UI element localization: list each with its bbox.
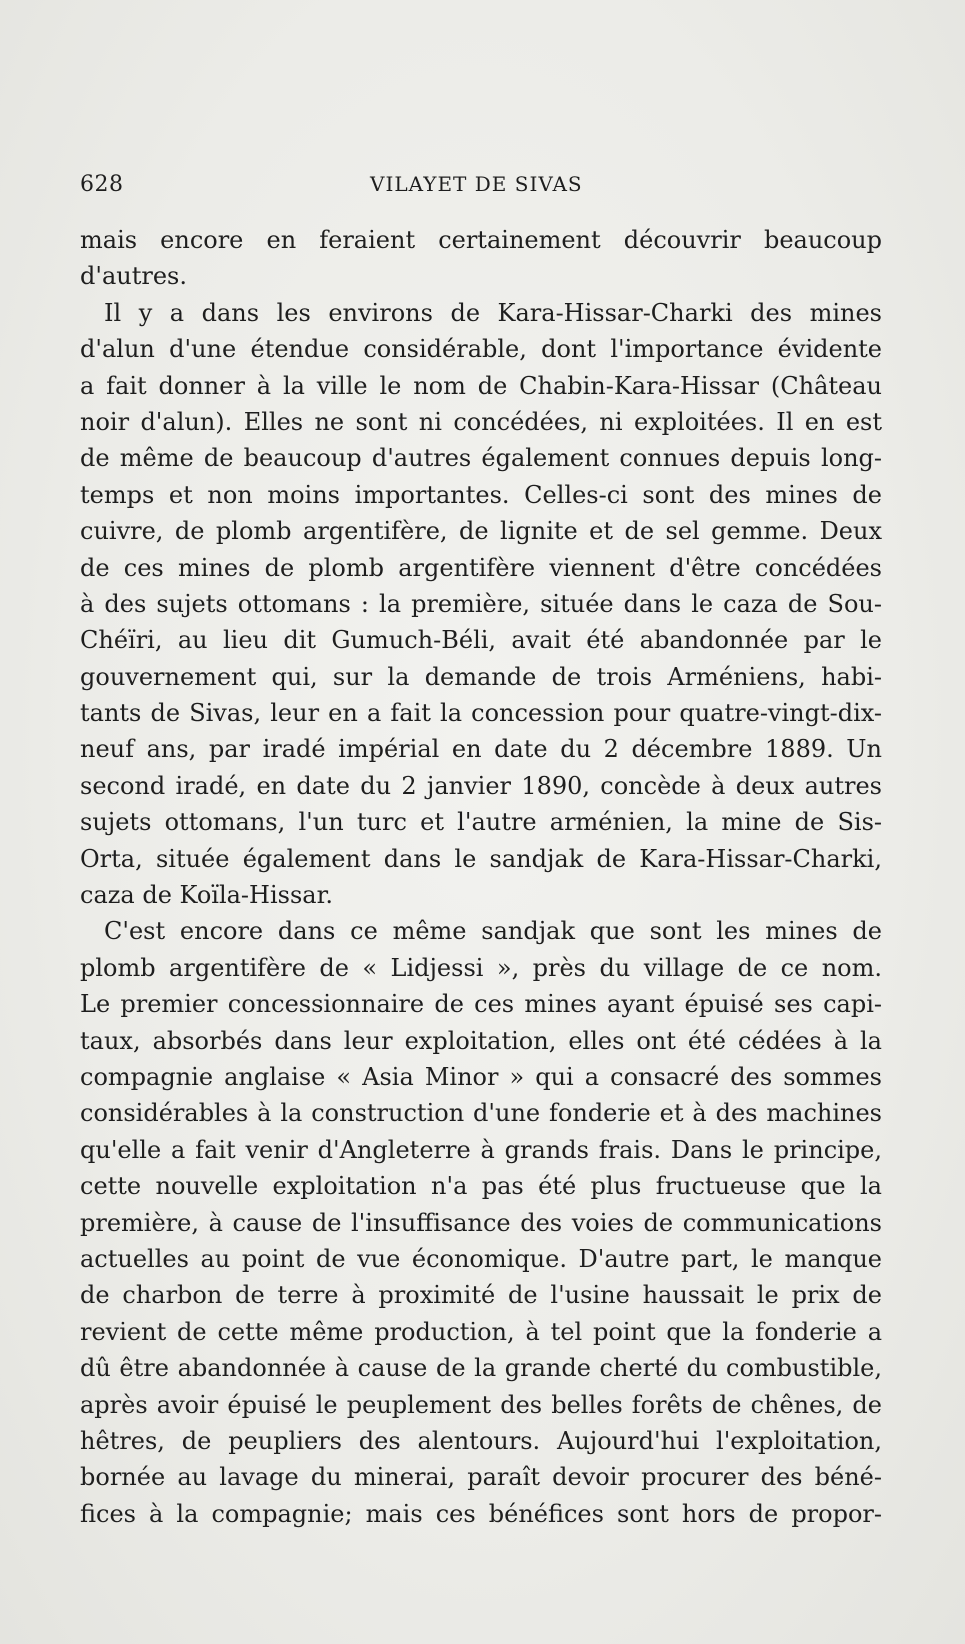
text-line: a fait donner à la ville le nom de Chabin-Kara-Hissar (Château — [80, 371, 882, 400]
text-line: mais encore en feraient certainement découvrir beaucoup — [80, 226, 882, 254]
text-line: second iradé, en date du 2 janvier 1890, concède à deux autres — [80, 771, 882, 800]
text-line: après avoir épuisé le peuplement des belles forêts de chênes, de — [80, 1390, 882, 1419]
text-line: bornée au lavage du minerai, paraît devoir procurer des béné- — [80, 1463, 882, 1492]
page-number: 628 — [80, 172, 124, 197]
text-line: première, à cause de l'insuffisance des voies de communications — [80, 1208, 882, 1237]
text-line: sujets ottomans, l'un turc et l'autre arménien, la mine de Sis- — [80, 808, 882, 837]
text-line: caza de Koïla-Hissar. — [80, 881, 334, 910]
text-line: qu'elle a fait venir d'Angleterre à grands frais. Dans le principe, — [80, 1135, 882, 1164]
text-line: de même de beaucoup d'autres également connues depuis long- — [80, 444, 882, 473]
text-line: dû être abandonnée à cause de la grande cherté du combustible, — [80, 1354, 882, 1383]
text-line: cette nouvelle exploitation n'a pas été plus fructueuse que la — [80, 1172, 882, 1201]
text-line: Orta, située également dans le sandjak de Kara-Hissar-Charki, — [80, 844, 882, 873]
text-line: fices à la compagnie; mais ces bénéfices sont hors de propor- — [80, 1499, 882, 1528]
text-line: C'est encore dans ce même sandjak que sont les mines de — [104, 917, 882, 946]
text-line: Le premier concessionnaire de ces mines ayant épuisé ses capi- — [80, 990, 882, 1019]
text-line: taux, absorbés dans leur exploitation, elles ont été cédées à la — [80, 1026, 882, 1055]
text-line: d'alun d'une étendue considérable, dont l'importance évidente — [80, 335, 882, 364]
text-line: revient de cette même production, à tel point que la fonderie a — [80, 1317, 882, 1346]
page-header — [80, 172, 880, 202]
text-line: gouvernement qui, sur la demande de trois Arméniens, habi- — [80, 662, 882, 691]
running-title: VILAYET DE SIVAS — [370, 172, 583, 196]
text-line: de ces mines de plomb argentifère viennent d'être concédées — [80, 553, 882, 582]
text-line: noir d'alun). Elles ne sont ni concédées, ni exploitées. Il en est — [80, 407, 882, 436]
text-line: neuf ans, par iradé impérial en date du 2 décembre 1889. Un — [80, 735, 882, 764]
text-line: actuelles au point de vue économique. D'autre part, le manque — [80, 1244, 882, 1273]
text-line: considérables à la construction d'une fonderie et à des machines — [80, 1099, 882, 1128]
body-text — [80, 222, 882, 1532]
text-line: à des sujets ottomans : la première, située dans le caza de Sou- — [80, 589, 882, 618]
text-line: de charbon de terre à proximité de l'usine haussait le prix de — [80, 1281, 882, 1310]
text-line: plomb argentifère de « Lidjessi », près du village de ce nom. — [80, 953, 882, 982]
text-line: tants de Sivas, leur en a fait la concession pour quatre-vingt-dix- — [80, 699, 882, 728]
text-line: hêtres, de peupliers des alentours. Aujourd'hui l'exploitation, — [80, 1426, 882, 1455]
text-line: d'autres. — [80, 262, 187, 291]
text-line: Chéïri, au lieu dit Gumuch-Béli, avait été abandonnée par le — [80, 626, 882, 655]
text-line: compagnie anglaise « Asia Minor » qui a consacré des sommes — [80, 1062, 882, 1091]
text-line: temps et non moins importantes. Celles-ci sont des mines de — [80, 480, 882, 509]
text-line: Il y a dans les environs de Kara-Hissar-Charki des mines — [104, 298, 882, 327]
text-line: cuivre, de plomb argentifère, de lignite et de sel gemme. Deux — [80, 517, 882, 546]
